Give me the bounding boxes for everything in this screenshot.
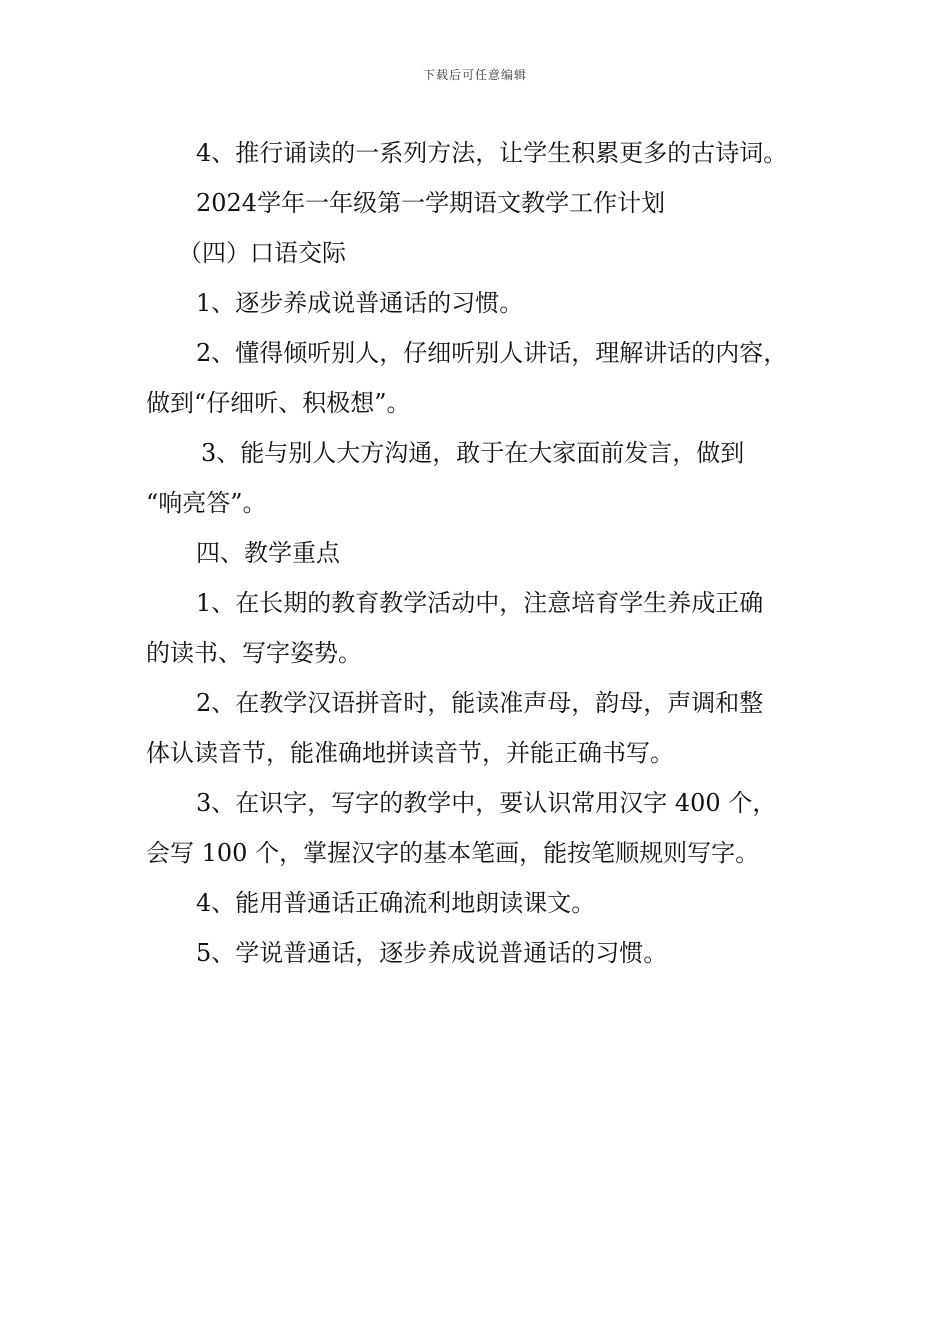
paragraph-line: 2、懂得倾听别人，仔细听别人讲话，理解讲话的内容， — [196, 339, 788, 367]
section-heading: 四、教学重点 — [196, 539, 340, 567]
page-header-note: 下载后可任意编辑 — [422, 68, 527, 82]
paragraph-line: 4、推行诵读的一系列方法，让学生积累更多的古诗词。 — [196, 139, 788, 167]
paragraph-line: 体认读音节，能准确地拼读音节，并能正确书写。 — [146, 739, 674, 767]
paragraph-line: 5、学说普通话，逐步养成说普通话的习惯。 — [196, 939, 668, 967]
document-body — [146, 128, 816, 978]
section-heading: （四）口语交际 — [178, 239, 346, 267]
paragraph-line: 的读书、写字姿势。 — [146, 639, 362, 667]
paragraph-line: 做到“仔细听、积极想”。 — [146, 389, 411, 417]
document-title: 2024学年一年级第一学期语文教学工作计划 — [196, 189, 666, 217]
paragraph-line: “响亮答”。 — [146, 489, 267, 517]
paragraph-line: 3、在识字，写字的教学中，要认识常用汉字 400 个， — [196, 789, 777, 817]
paragraph-line: 1、在长期的教育教学活动中，注意培育学生养成正确 — [196, 589, 764, 617]
paragraph-line: 1、逐步养成说普通话的习惯。 — [196, 289, 524, 317]
paragraph-line: 2、在教学汉语拼音时，能读准声母，韵母，声调和整 — [196, 689, 764, 717]
paragraph-line: 会写 100 个，掌握汉字的基本笔画，能按笔顺规则写字。 — [146, 839, 760, 867]
paragraph-line: 4、能用普通话正确流利地朗读课文。 — [196, 889, 596, 917]
paragraph-line: 3、能与别人大方沟通，敢于在大家面前发言，做到 — [201, 439, 745, 467]
